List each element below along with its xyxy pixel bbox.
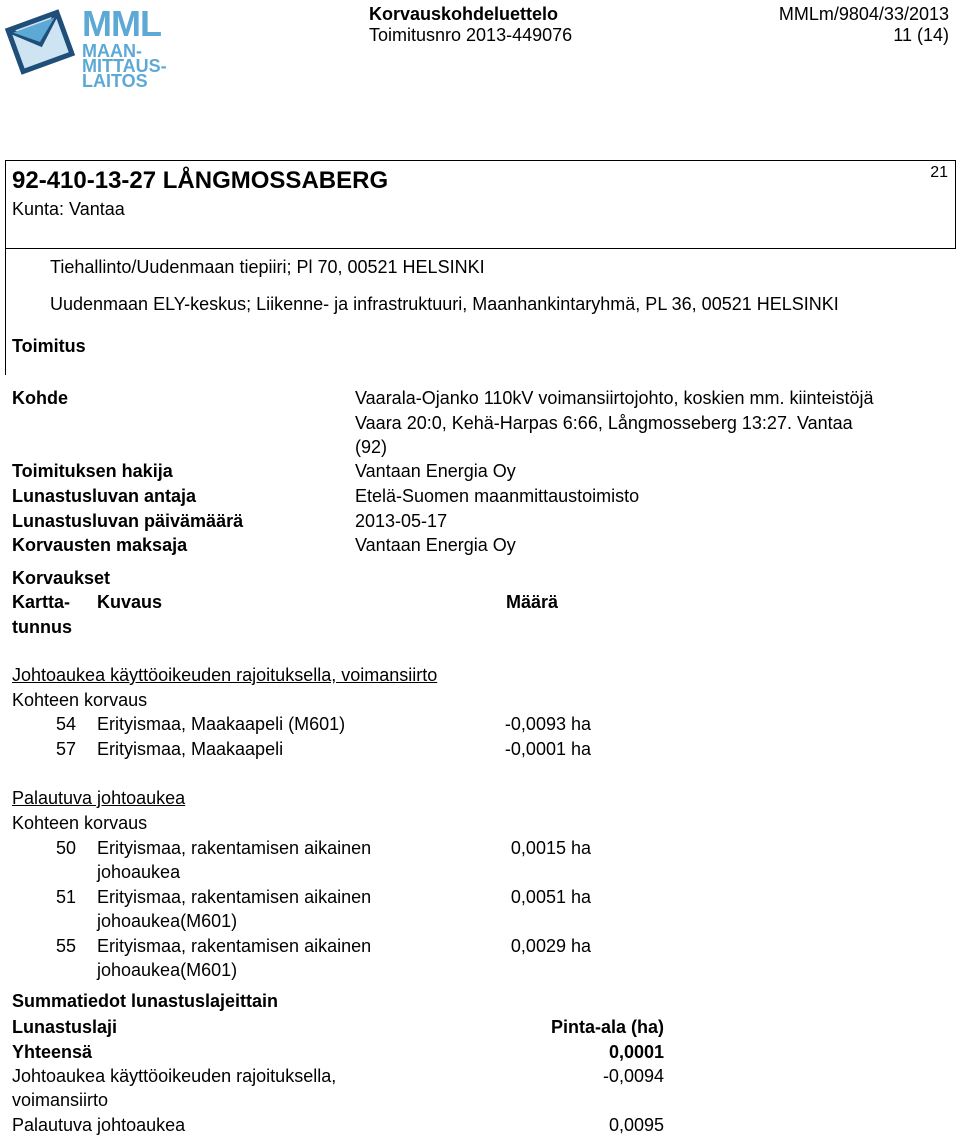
table-row-id: 57 [55,739,76,759]
table-row-description: Erityismaa, Maakaapeli (M601) [97,714,346,734]
table-row-amount: 0,0051 ha [510,887,591,907]
property-box-left-border [5,248,6,375]
property-number: 21 [930,164,948,181]
table-row-amount: -0,0001 ha [504,739,591,759]
group-1-subtitle: Kohteen korvaus [12,690,148,710]
table-row-description: Erityismaa, rakentamisen aikainen [97,936,372,956]
summary-total-value: 0,0001 [608,1042,664,1062]
owner-address-2: Uudenmaan ELY-keskus; Liikenne- ja infrastruktuuri, Maanhankintaryhmä, PL 36, 00521 HELSINKI [50,294,839,314]
korvaukset-heading: Korvaukset [12,568,111,588]
logo-line1: MAAN- [82,41,142,61]
hakija-label: Toimituksen hakija [12,461,173,481]
table-row-description-cont: johoaukea [97,862,181,882]
mml-logo [4,3,167,91]
logo-line3: LAITOS [82,71,148,91]
logo-line2: MITTAUS- [82,56,167,76]
paivamaara-value: 2013-05-17 [355,511,448,531]
antaja-label: Lunastusluvan antaja [12,486,197,506]
summary-total-label: Yhteensä [12,1042,93,1062]
property-box-divider [5,248,956,249]
property-id-name: 92-410-13-27 LÅNGMOSSABERG [12,167,389,194]
logo-emblem-icon [4,6,76,78]
group-1-title: Johtoaukea käyttöoikeuden rajoituksella, voimansiirto [12,665,438,685]
kohde-line-1: Vaarala-Ojanko 110kV voimansiirtojohto, koskien mm. kiinteistöjä [355,388,874,408]
document-title: Korvauskohdeluettelo [369,4,559,24]
property-kunta: Kunta: Vantaa [12,199,125,219]
table-row-amount: -0,0093 ha [504,714,591,734]
table-row-id: 54 [55,714,76,734]
table-row-id: 50 [55,838,76,858]
table-row-description-cont: johoaukea(M601) [97,911,238,931]
table-row-id: 55 [55,936,76,956]
summary-heading: Summatiedot lunastuslajeittain [12,991,279,1011]
column-kartta-2: tunnus [12,617,72,637]
table-row-amount: 0,0015 ha [510,838,591,858]
page-number: 11 (14) [893,25,949,45]
summary-column-laji: Lunastuslaji [12,1017,118,1037]
summary-row-label: Johtoaukea käyttöoikeuden rajoituksella, [12,1066,337,1086]
antaja-value: Etelä-Suomen maanmittaustoimisto [355,486,640,506]
table-row-description: Erityismaa, rakentamisen aikainen [97,838,372,858]
paivamaara-label: Lunastusluvan päivämäärä [12,511,244,531]
toimitus-heading: Toimitus [12,336,86,356]
column-kartta-1: Kartta- [12,592,71,612]
summary-row-value: 0,0095 [608,1115,664,1135]
summary-row-value: -0,0094 [602,1066,664,1086]
kohde-line-3: (92) [355,437,388,457]
table-row-description: Erityismaa, Maakaapeli [97,739,284,759]
summary-row-label-cont: voimansiirto [12,1090,109,1110]
group-2-subtitle: Kohteen korvaus [12,813,148,833]
table-row-description-cont: johoaukea(M601) [97,960,238,980]
summary-column-ala: Pinta-ala (ha) [550,1017,664,1037]
table-row-description: Erityismaa, rakentamisen aikainen [97,887,372,907]
kohde-line-2: Vaara 20:0, Kehä-Harpas 6:66, Långmosseberg 13:27. Vantaa [355,413,853,433]
column-kuvaus: Kuvaus [97,592,163,612]
table-row-amount: 0,0029 ha [510,936,591,956]
column-maara: Määrä [506,592,559,612]
maksaja-value: Vantaan Energia Oy [355,535,516,555]
maksaja-label: Korvausten maksaja [12,535,188,555]
kohde-label: Kohde [12,388,68,408]
logo-mml-text: MML [82,3,161,44]
table-row-id: 51 [55,887,76,907]
summary-row-label: Palautuva johtoaukea [12,1115,186,1135]
document-reference: MMLm/9804/33/2013 [778,4,949,24]
hakija-value: Vantaan Energia Oy [355,461,516,481]
group-2-title: Palautuva johtoaukea [12,788,186,808]
owner-address-1: Tiehallinto/Uudenmaan tiepiiri; Pl 70, 00521 HELSINKI [50,257,485,277]
toimitusnro: Toimitusnro 2013-449076 [369,25,573,45]
